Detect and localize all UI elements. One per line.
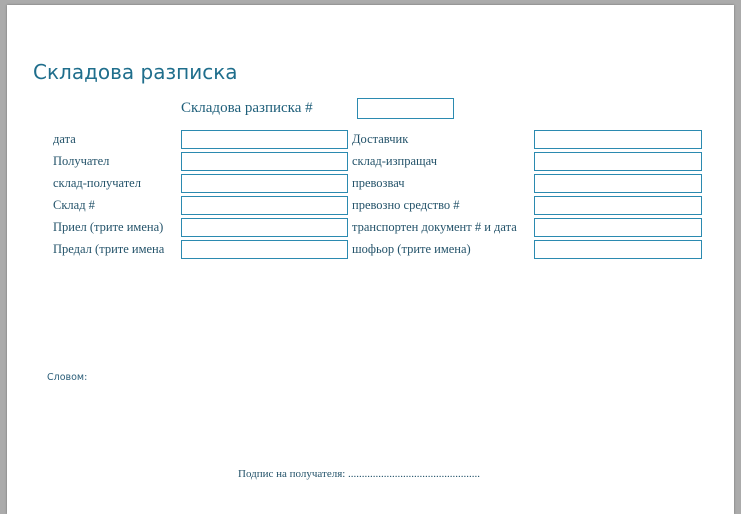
recipient-signature-line: Подпис на получателя: ................................................ [238, 468, 481, 480]
vehicle-number-field[interactable] [534, 196, 702, 215]
field-label-transport-document: транспортен документ # и дата [352, 220, 517, 234]
field-label-date: дата [53, 132, 76, 146]
recipient-field[interactable] [181, 152, 348, 171]
transport-document-field[interactable] [534, 218, 702, 237]
field-label-carrier: превозвач [352, 176, 405, 190]
warehouse-number-field[interactable] [181, 196, 348, 215]
field-label-recipient: Получател [53, 154, 110, 168]
field-label-warehouse-number: Склад # [53, 198, 95, 212]
receipt-number-label: Складова разписка # [181, 100, 313, 116]
field-label-driver: шофьор (трите имена) [352, 242, 471, 256]
in-words-label: Словом: [47, 372, 88, 383]
field-label-received-by: Приел (трите имена) [53, 220, 164, 234]
supplier-field[interactable] [534, 130, 702, 149]
carrier-field[interactable] [534, 174, 702, 193]
receipt-number-field[interactable] [357, 98, 454, 119]
received-by-field[interactable] [181, 218, 348, 237]
field-label-supplier: Доставчик [352, 132, 409, 146]
field-label-sending-warehouse: склад-изпращач [352, 154, 438, 168]
driver-field[interactable] [534, 240, 702, 259]
field-label-receiving-warehouse: склад-получател [53, 176, 141, 190]
field-label-handed-over-by: Предал (трите имена [53, 242, 165, 256]
document-title: Складова разписка [33, 60, 238, 84]
sending-warehouse-field[interactable] [534, 152, 702, 171]
document-page [7, 5, 734, 514]
date-field[interactable] [181, 130, 348, 149]
field-label-vehicle-number: превозно средство # [352, 198, 460, 212]
handed-over-by-field[interactable] [181, 240, 348, 259]
receiving-warehouse-field[interactable] [181, 174, 348, 193]
